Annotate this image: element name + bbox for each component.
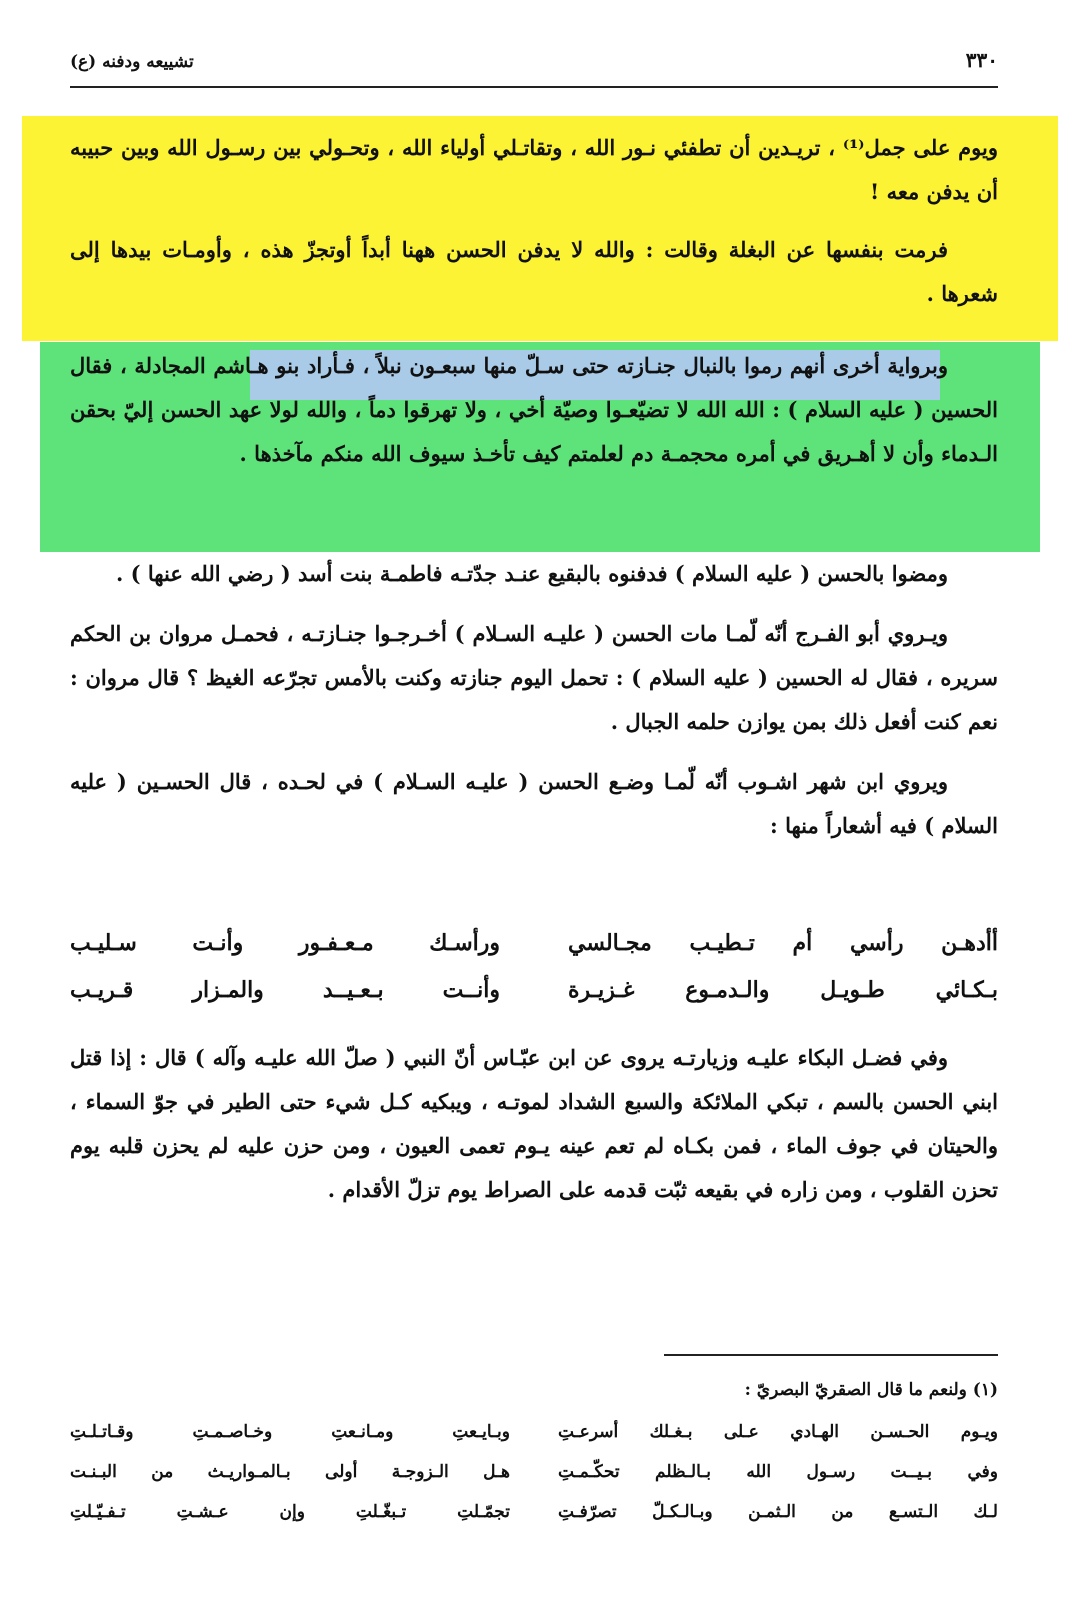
header-rule	[70, 86, 998, 88]
paragraph: ويـروي أبو الفـرج أنّه لّمـا مات الحسن ( عليـه السـلام ) أخـرجـوا جنـازتـه ، فحمـل مروان بن الحكم سريره ، فقال له الحسين ( عليه السلام ) : تحمل اليوم جنازته وكنت بالأمس تجرّعه الغيظ ؟ قال مروان : نعم كنت أفعل ذلك بمن يوازن حلمه الجبال .	[70, 621, 998, 734]
poem-hemistich: بـكـائي طـويـل والـدمـوع غـزيـرة	[568, 977, 998, 1003]
page-header	[70, 44, 998, 84]
footnote-hemistich: وبـايـعتِ ومـانـعتِ وخـاصـمـتِ وقـاتـلـتِ	[70, 1422, 510, 1442]
footnote-hemistich: هـل الـزوجـة أولى بـالمـواريـث من البـنـت	[70, 1462, 510, 1482]
footnote-verse	[70, 1492, 998, 1532]
footnote-intro: (١) ولنعم ما قال الصقريّ البصريّ :	[744, 1380, 998, 1400]
paragraph: ومضوا بالحسن ( عليه السلام ) فدفنوه بالبقيع عنـد جدّتـه فاطمـة بنت أسد ( رضي الله عنها ) .	[116, 561, 948, 586]
paragraph: وبرواية أخرى أنهم رموا بالنبال جنـازته حتى سـلّ منها سبعـون نبلاً ، فـأراد بنو هـاشم المجادلة ، فقال الحسين ( عليه السلام ) : الله الله لا تضيّعـوا وصيّة أخي ، ولا تهرقوا دماً ، والله لولا عهد الحسن إليّ بحقن الـدماء وأن لا أهـريق في أمره محجمـة دم لعلمتم كيف تأخـذ سيوف الله منكم مآخذها .	[70, 353, 998, 466]
poem-hemistich: ورأسـك مـعـفـور وأنـت سـليـب	[70, 930, 500, 956]
footnote	[70, 1372, 998, 1562]
footnote-poem	[70, 1412, 998, 1532]
footnote-hemistich: ويـوم الحـسـن الهـادي عـلى بـغـلك أسرعـتِ	[558, 1422, 998, 1442]
paragraph: ويروي ابن شهر اشـوب أنّه لّمـا وضـع الحسن ( عليـه السـلام ) في لحـده ، قال الحسـين ( عليه السلام ) فيه أشعاراً منها :	[70, 769, 998, 838]
poem-hemistich: أأدهـن رأسي أم تـطيـب مجـالسي	[568, 930, 998, 956]
closing-paragraph	[70, 1036, 998, 1212]
footnote-verse	[70, 1452, 998, 1492]
poem-verse	[70, 920, 998, 967]
body-paragraphs	[70, 552, 998, 848]
footnote-hemistich: وفي بـيــت رسـول الله بـالـظلم تحكّـمـتِ	[558, 1462, 998, 1482]
page-number: ٣٣٠	[965, 48, 998, 72]
poem-verse	[70, 967, 998, 1014]
paragraph: ويوم على جمل⁽¹⁾ ، تريـدين أن تطفئي نـور الله ، وتقاتـلي أولياء الله ، وتحـولي بين رسـول الله وبين حبيبه أن يدفن معه !	[70, 135, 998, 204]
footnote-hemistich: تجمّـلتِ تـبغّـلتِ وإن عـشـتِ تـفـيّـلتِ	[70, 1502, 510, 1522]
poem-hemistich: وأنــت بـعـيــد والمـزار قـريـب	[70, 977, 500, 1003]
paragraph: وفي فضـل البكاء عليـه وزيارتـه يروى عن ابن عبّـاس أنّ النبي ( صلّ الله عليـه وآله ) قال : إذا قتل ابني الحسن بالسم ، تبكي الملائكة والسبع الشداد لموتـه ، ويبكيه كـل شيء حتى الطير في جوّ السماء ، والحيتان في جوف الماء ، فمن بكـاه لم تعم عينه يـوم تعمى العيون ، ومن حزن عليه لم يحزن قلبه يوم تحزن القلوب ، ومن زاره في بقيعه ثبّت قدمه على الصراط يوم تزلّ الأقدام .	[70, 1045, 998, 1202]
running-title: تشييعه ودفنه (ع)	[70, 52, 194, 72]
poem	[70, 920, 998, 1014]
footnote-hemistich: لـك الـتسـع من الـثمـن وبـالـكـلّ تصرّفـتِ	[558, 1502, 998, 1522]
yellow-highlighted-paragraphs	[70, 126, 998, 316]
paragraph: فرمت بنفسها عن البغلة وقالت : والله لا يدفن الحسن ههنا أبداً أوتجزّ هذه ، وأومـات بيدها إلى شعرها .	[70, 237, 998, 306]
footnote-rule	[664, 1354, 998, 1356]
green-highlighted-paragraph	[70, 344, 998, 476]
footnote-verse	[70, 1412, 998, 1452]
